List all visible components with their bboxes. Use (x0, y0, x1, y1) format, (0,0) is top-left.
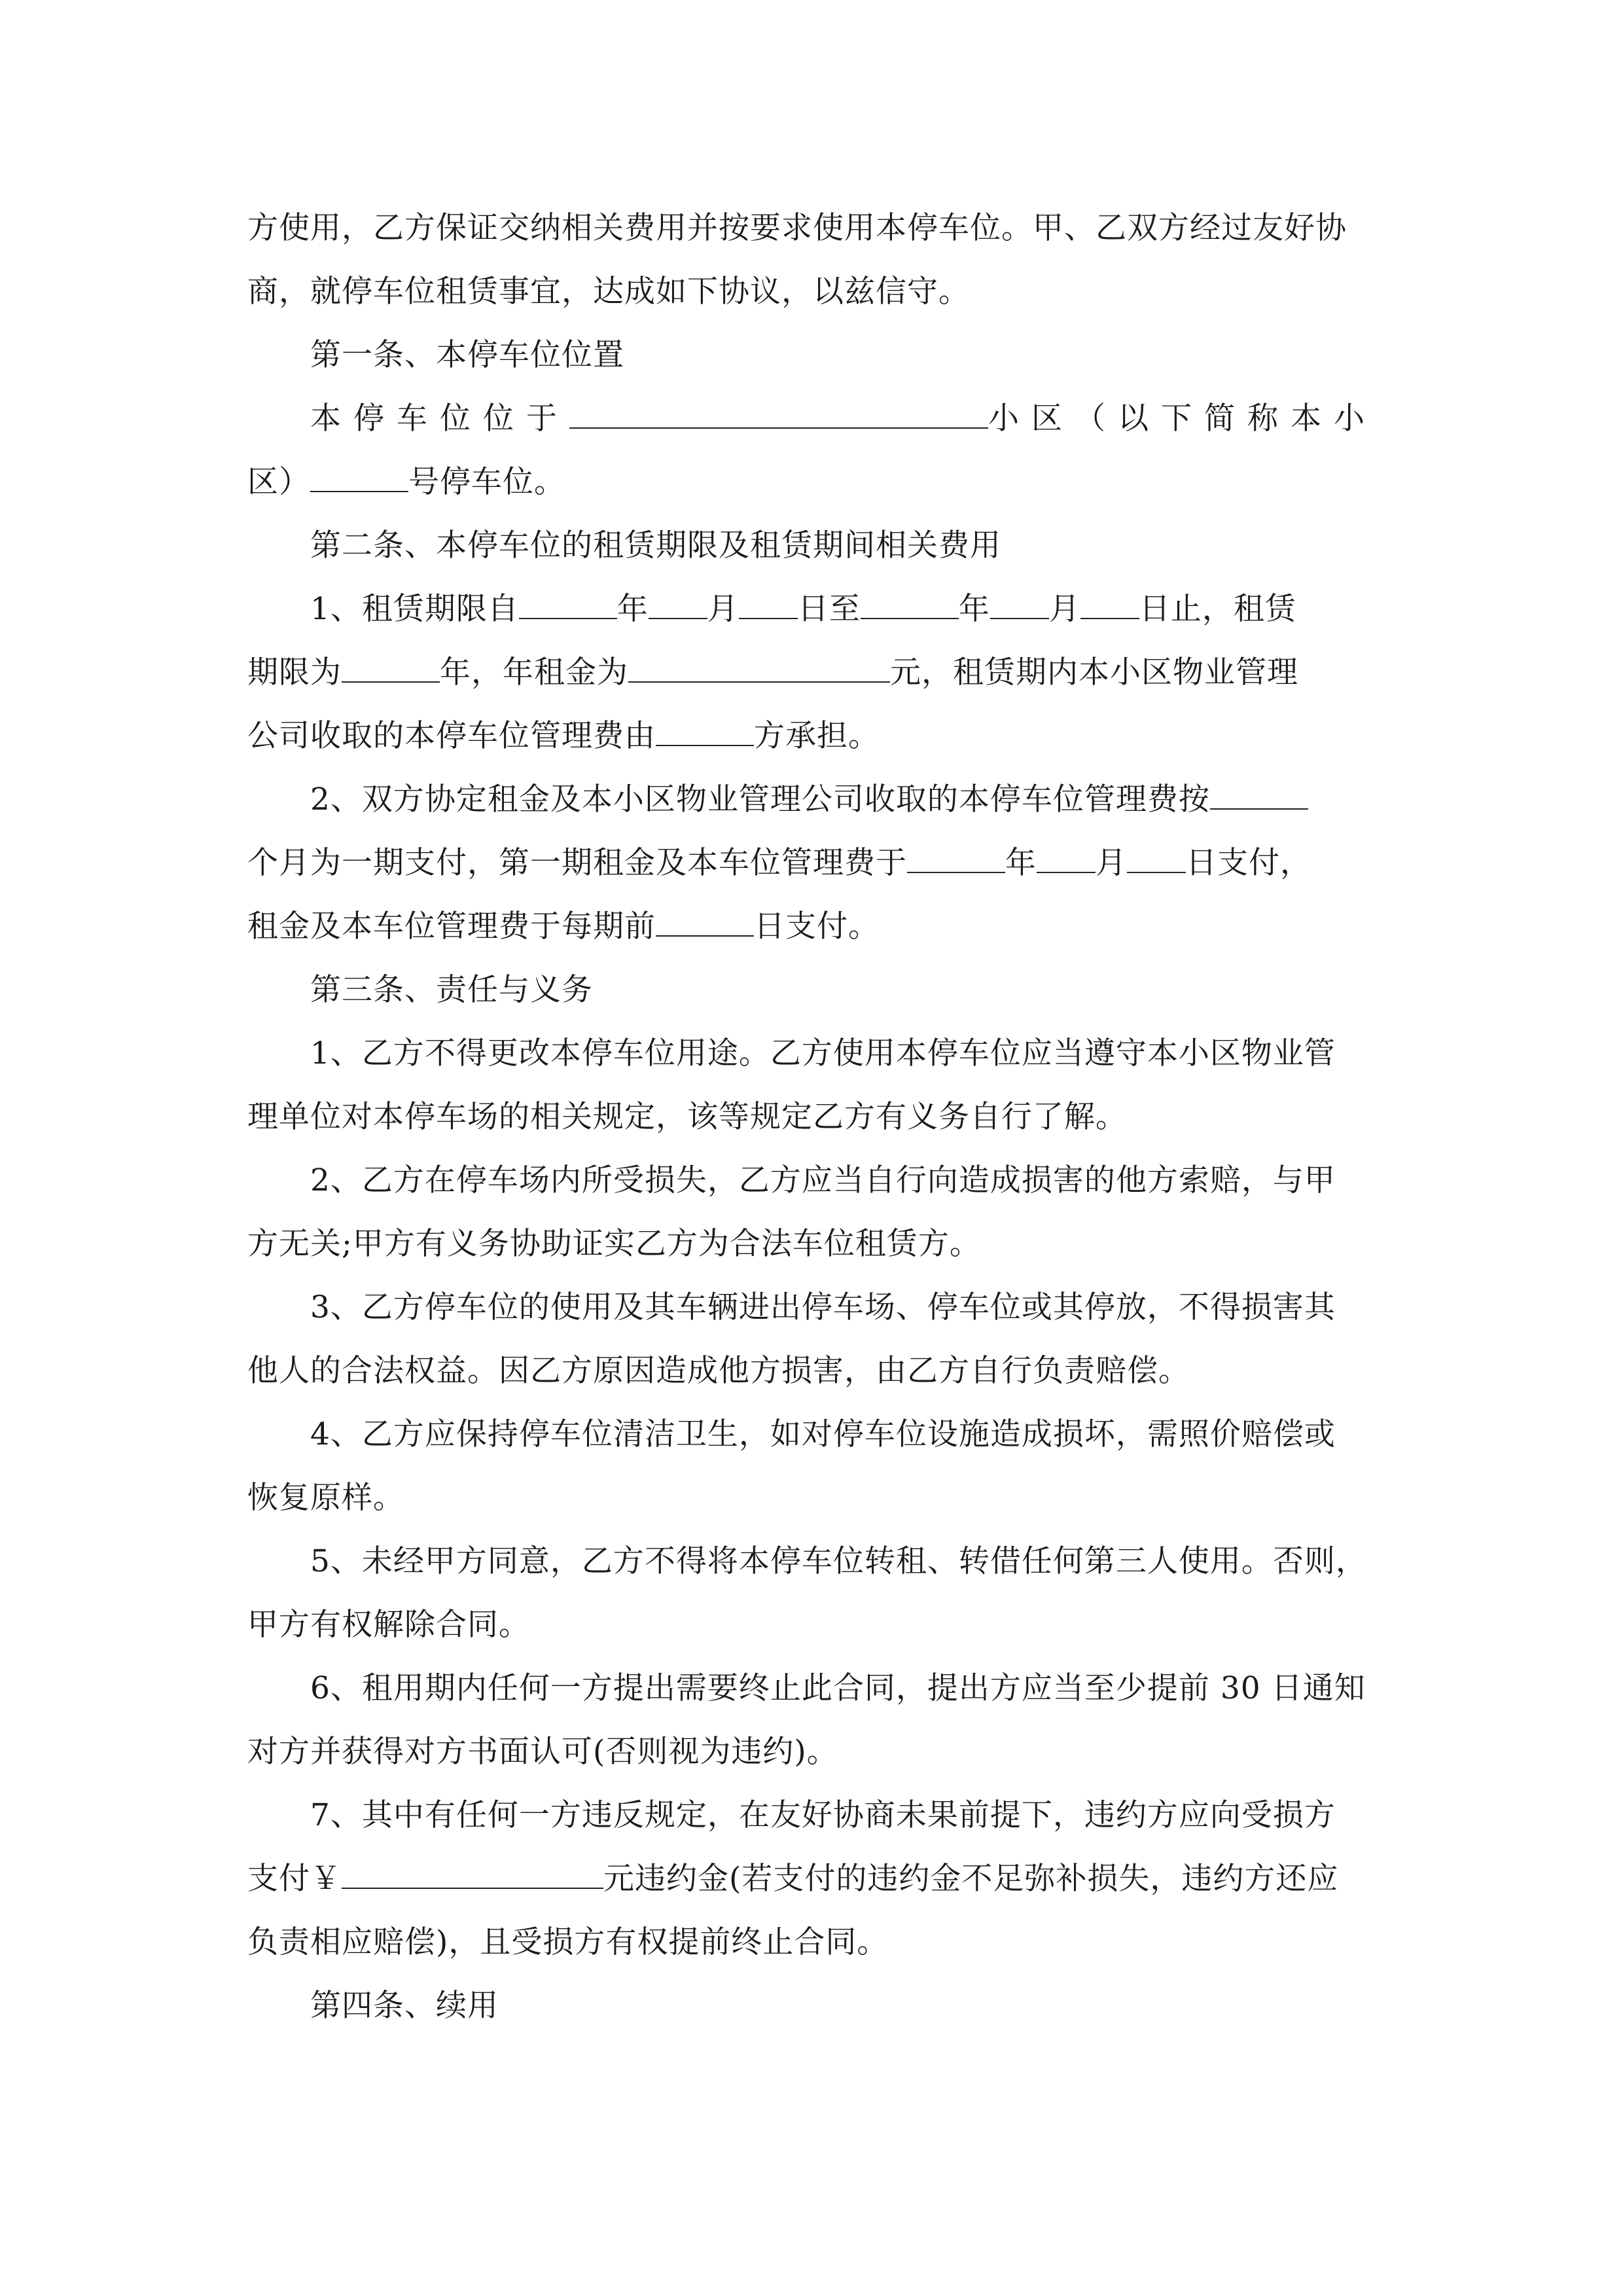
lease-term-line: 1、租赁期限自 年 月 日至 年 月 日止，租赁 (310, 591, 1296, 627)
payment-cycle-line: 2、双方协定租金及本小区物业管理公司收取的本停车位管理费按 (247, 768, 1380, 831)
penalty-amount-blank[interactable] (342, 1863, 603, 1889)
paragraph-line: 5、未经甲方同意，乙方不得将本停车位转租、转借任何第三人使用。否则， (310, 1543, 1367, 1579)
section-heading-3: 第三条、责任与义务 (310, 972, 593, 1008)
paragraph-line: 对方并获得对方书面认可(否则视为违约)。 (247, 1734, 838, 1770)
start-year-blank[interactable] (519, 593, 617, 619)
parking-number-line: 区） 号停车位。 (247, 464, 565, 500)
paragraph-line: 方使用，乙方保证交纳相关费用并按要求使用本停车位。甲、乙双方经过友好协 (247, 210, 1347, 246)
first-payment-line: 个月为一期支付，第一期租金及本车位管理费于 年 月 日支付， (247, 845, 1311, 881)
fee-party-blank[interactable] (656, 720, 754, 746)
parking-number-blank[interactable] (310, 466, 408, 492)
end-year-blank[interactable] (861, 593, 959, 619)
paragraph-line: 甲方有权解除合同。 (247, 1607, 530, 1643)
paragraph-line: 他人的合法权益。因乙方原因造成他方损害，由乙方自行负责赔偿。 (247, 1353, 1190, 1389)
annual-rent-blank[interactable] (628, 656, 890, 683)
payment-months-blank[interactable] (1210, 783, 1308, 810)
section-heading-4: 第四条、续用 (310, 1988, 499, 2024)
penalty-amount-line: 支付￥ 元违约金(若支付的违约金不足弥补损失，违约方还应 (247, 1861, 1339, 1897)
start-month-blank[interactable] (649, 593, 707, 619)
parking-location-line: 本停车位位于 小区（以下简称本小 (310, 401, 1377, 437)
periodic-payment-line: 租金及本车位管理费于每期前 日支付。 (247, 908, 880, 944)
section-heading-1: 第一条、本停车位位置 (310, 337, 624, 373)
paragraph-line: 负责相应赔偿)，且受损方有权提前终止合同。 (247, 1924, 889, 1960)
community-name-blank[interactable] (569, 403, 988, 429)
paragraph-line: 6、租用期内任何一方提出需要终止此合同，提出方应当至少提前 30 日通知 (310, 1670, 1366, 1706)
end-month-blank[interactable] (990, 593, 1049, 619)
end-day-blank[interactable] (1080, 593, 1139, 619)
paragraph-line: 方无关;甲方有义务协助证实乙方为合法车位租赁方。 (247, 1226, 981, 1262)
pay-year-blank[interactable] (907, 847, 1005, 873)
paragraph-line: 3、乙方停车位的使用及其车辆进出停车场、停车位或其停放，不得损害其 (310, 1289, 1336, 1325)
section-heading-2: 第二条、本停车位的租赁期限及租赁期间相关费用 (310, 528, 1001, 564)
days-before-blank[interactable] (656, 910, 754, 937)
start-day-blank[interactable] (739, 593, 798, 619)
paragraph-line: 恢复原样。 (247, 1480, 404, 1516)
paragraph-line: 1、乙方不得更改本停车位用途。乙方使用本停车位应当遵守本小区物业管 (310, 1035, 1336, 1071)
pay-month-blank[interactable] (1037, 847, 1096, 873)
paragraph-line: 4、乙方应保持停车位清洁卫生，如对停车位设施造成损坏，需照价赔偿或 (310, 1416, 1336, 1452)
paragraph-line: 7、其中有任何一方违反规定，在友好协商未果前提下，违约方应向受损方 (310, 1797, 1336, 1833)
paragraph-line: 2、乙方在停车场内所受损失，乙方应当自行向造成损害的他方索赔，与甲 (310, 1162, 1336, 1198)
lease-years-blank[interactable] (342, 656, 440, 683)
paragraph-line: 理单位对本停车场的相关规定，该等规定乙方有义务自行了解。 (247, 1099, 1127, 1135)
paragraph-line: 商，就停车位租赁事宜，达成如下协议，以兹信守。 (247, 274, 970, 310)
pay-day-blank[interactable] (1127, 847, 1186, 873)
contract-body (247, 196, 1380, 2037)
lease-rent-line: 期限为 年，年租金为 元，租赁期内本小区物业管理 (247, 655, 1298, 691)
management-fee-line: 公司收取的本停车位管理费由 方承担。 (247, 718, 880, 754)
